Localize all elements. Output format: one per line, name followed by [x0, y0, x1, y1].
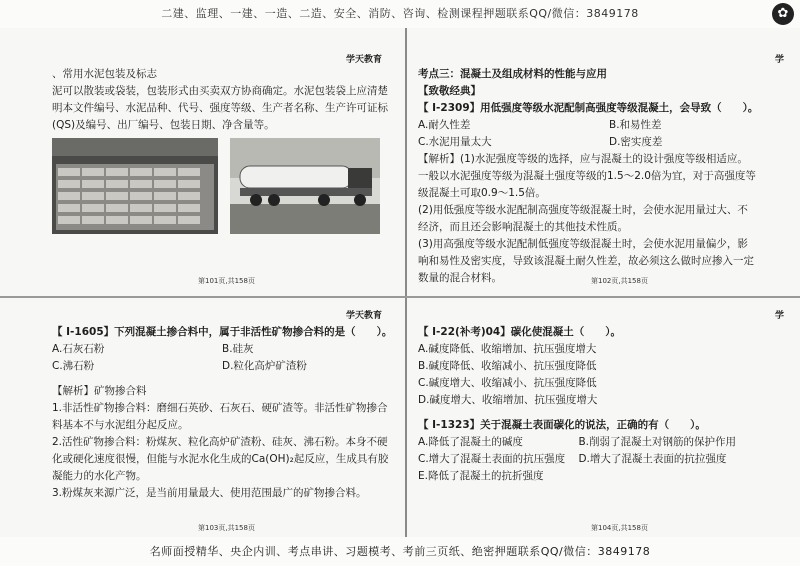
answer-options: [52, 341, 392, 375]
question-stem: 【 I-1323】关于混凝土表面碳化的说法，正确的有（ ）。: [418, 419, 706, 431]
answer-option: C.水泥用量太大: [418, 136, 492, 148]
section-heading: 、常用水泥包装及标志: [52, 68, 157, 80]
answer-option: D.增大了混凝土表面的抗拉强度: [578, 453, 727, 465]
answer-option: E.降低了混凝土的抗折强度: [418, 470, 544, 482]
question-stem: 【 I-2309】用低强度等级水泥配制高强度等级混凝土，会导致（ ）。: [418, 102, 759, 114]
answer-options: [418, 117, 800, 151]
brand-mark: 学: [775, 55, 785, 65]
corner-logo: ✿: [772, 3, 794, 25]
analysis-line: 料基本不与水泥组分起反应。: [52, 419, 189, 431]
bagged-cement-photo: [52, 138, 218, 234]
analysis-line: 响和易性及密实度，导致该混凝土耐久性差，故必须这么做时应掺入一定: [418, 255, 754, 267]
answer-options: [418, 434, 800, 485]
answer-option: B.和易性差: [609, 119, 662, 131]
analysis-line: 经济，而且还会影响混凝土的其他技术性质。: [418, 221, 628, 233]
question-stem: 【 I-22(补考)04】碳化使混凝土（ ）。: [418, 326, 621, 338]
answer-option: D.粒化高炉矿渣粉: [222, 360, 307, 372]
answer-option: B.削弱了混凝土对钢筋的保护作用: [578, 436, 736, 448]
analysis-line: 【解析】(1)水泥强度等级的选择，应与混凝土的设计强度等级相适应。: [418, 153, 748, 165]
analysis-line: 凝能力的水化产物。: [52, 470, 147, 482]
page-number: 第101页,共158页: [198, 277, 255, 285]
question-stem: 【 I-1605】下列混凝土掺合料中，属于非活性矿物掺合料的是（ ）。: [52, 326, 392, 338]
panel-carbonation: [418, 324, 800, 549]
answer-option: B.碱度降低、收缩减小、抗压强度降低: [418, 360, 597, 372]
answer-option: A.碱度降低、收缩增加、抗压强度增大: [418, 343, 597, 355]
photo-row: [52, 138, 392, 236]
analysis-line: 3.粉煤灰来源广泛，是当前用量最大、使用范围最广的矿物掺合料。: [52, 487, 367, 499]
answer-option: C.碱度增大、收缩减小、抗压强度降低: [418, 377, 597, 389]
answer-option: A.耐久性差: [418, 119, 471, 131]
cement-tanker-photo: [230, 138, 380, 234]
body-line: 泥可以散装或袋装，包装形式由买卖双方协商确定。水泥包装袋上应清楚: [52, 85, 388, 97]
answer-option: C.沸石粉: [52, 360, 95, 372]
top-banner: 二建、监理、一建、一造、二造、安全、消防、咨询、检测课程押题联系QQ/微信：3849178: [0, 0, 800, 28]
answer-option: A.降低了混凝土的碱度: [418, 436, 523, 448]
brand-mark: 学天教育: [346, 55, 383, 65]
analysis-line: 级混凝土可取0.9～1.5倍。: [418, 187, 546, 199]
body-line: (QS)及编号、出厂编号、包装日期、净含量等。: [52, 119, 275, 131]
vertical-divider: [405, 28, 407, 537]
analysis-line: 1.非活性矿物掺合料：磨细石英砂、石灰石、硬矿渣等。非活性矿物掺合: [52, 402, 388, 414]
analysis-line: 数量的混合材料。: [418, 272, 502, 284]
analysis-line: (3)用高强度等级水泥配制低强度等级混凝土时，会使水泥用量偏少，影: [418, 238, 748, 250]
panel-mineral-admixtures: [52, 324, 392, 549]
analysis-line: (2)用低强度等级水泥配制高强度等级混凝土时，会使水泥用量过大、不: [418, 204, 748, 216]
bottom-banner: 名师面授精华、央企内训、考点串讲、习题模考、考前三页纸、绝密押题联系QQ/微信：3849178: [0, 537, 800, 566]
page-number: 第102页,共158页: [591, 277, 648, 285]
analysis-line: 一般以水泥强度等级为混凝土强度等级的1.5～2.0倍为宜，对于高强度等: [418, 170, 756, 182]
section-subheading: 【致敬经典】: [418, 85, 481, 97]
page-number: 第104页,共158页: [591, 524, 648, 532]
panel-cement-packaging: [52, 66, 392, 306]
brand-mark: 学天教育: [346, 311, 383, 321]
brand-mark: 学: [775, 311, 785, 321]
answer-option: B.硅灰: [222, 343, 254, 355]
panel-concrete-materials: [418, 66, 800, 306]
body-line: 明本文件编号、水泥品种、代号、强度等级、生产者名称、生产许可证标: [52, 102, 388, 114]
analysis-line: 化或硬化速度很慢，但能与水泥水化生成的Ca(OH)₂起反应，生成具有胶: [52, 453, 389, 465]
answer-option: D.碱度增大、收缩增加、抗压强度增大: [418, 394, 598, 406]
section-heading: 考点三：混凝土及组成材料的性能与应用: [418, 68, 607, 80]
analysis-line: 2.活性矿物掺合料：粉煤灰、粒化高炉矿渣粉、硅灰、沸石粉。本身不硬: [52, 436, 388, 448]
answer-option: D.密实度差: [609, 136, 663, 148]
answer-option: C.增大了混凝土表面的抗压强度: [418, 453, 566, 465]
analysis-line: 【解析】矿物掺合料: [52, 385, 147, 397]
answer-option: A.石灰石粉: [52, 343, 105, 355]
page-number: 第103页,共158页: [198, 524, 255, 532]
